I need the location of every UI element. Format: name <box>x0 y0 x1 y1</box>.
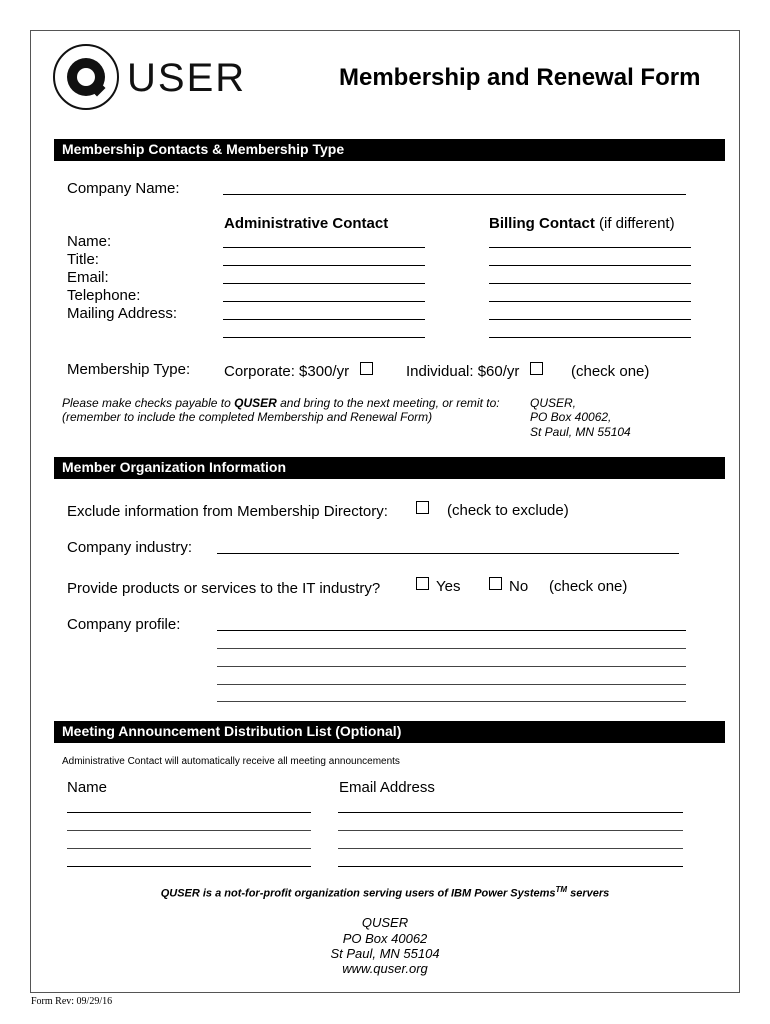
dist-name-field-2[interactable] <box>67 830 311 831</box>
section-heading: Membership Contacts & Membership Type <box>62 141 345 157</box>
no-label: No <box>509 578 529 595</box>
corporate-checkbox[interactable] <box>360 362 373 375</box>
page-title: Membership and Renewal Form <box>339 64 701 91</box>
footer-address-line1: QUSER <box>361 915 409 930</box>
profile-field-4[interactable] <box>217 684 686 685</box>
yes-label: Yes <box>436 578 461 595</box>
name-column-header: Name <box>67 779 108 796</box>
email-column-header: Email Address <box>339 779 435 796</box>
dist-name-field-4[interactable] <box>67 866 311 867</box>
dist-email-field-3[interactable] <box>338 848 683 849</box>
footer-address-line2: PO Box 40062 <box>342 931 428 946</box>
admin-email-field[interactable] <box>223 283 425 284</box>
exclude-checkbox[interactable] <box>416 501 429 514</box>
footer-website-link[interactable]: www.quser.org <box>342 961 428 976</box>
section-bar-contacts <box>54 139 725 161</box>
profile-field-2[interactable] <box>217 648 686 649</box>
profile-label: Company profile: <box>67 616 181 633</box>
telephone-label: Telephone: <box>67 287 141 304</box>
footer-address-line3: St Paul, MN 55104 <box>330 946 440 961</box>
individual-checkbox[interactable] <box>530 362 543 375</box>
billing-name-field[interactable] <box>489 247 691 248</box>
no-checkbox[interactable] <box>489 577 502 590</box>
dist-email-field-2[interactable] <box>338 830 683 831</box>
billing-email-field[interactable] <box>489 283 691 284</box>
admin-title-field[interactable] <box>223 265 425 266</box>
form-revision: Form Rev: 09/29/16 <box>31 996 113 1007</box>
billing-telephone-field[interactable] <box>489 301 691 302</box>
dist-email-field-4[interactable] <box>338 866 683 867</box>
exclude-note: (check to exclude) <box>447 502 569 519</box>
company-name-field[interactable] <box>223 194 686 195</box>
dist-name-field-1[interactable] <box>67 812 311 813</box>
yes-checkbox[interactable] <box>416 577 429 590</box>
admin-telephone-field[interactable] <box>223 301 425 302</box>
admin-address-field-2[interactable] <box>223 337 425 338</box>
billing-address-field[interactable] <box>489 319 691 320</box>
name-label: Name: <box>67 233 112 250</box>
industry-field[interactable] <box>217 553 679 554</box>
individual-option-label: Individual: $60/yr <box>406 363 520 380</box>
section-bar-distribution <box>54 721 725 743</box>
footer-tagline: QUSER is a not-for-profit organization serving users of IBM Power Systems™ servers <box>160 885 610 900</box>
payment-note: Please make checks payable to QUSER and bring to the next meeting, or remit to: <box>62 396 500 410</box>
company-name-label: Company Name: <box>67 180 180 197</box>
distribution-subnote: Administrative Contact will automatically receive all meeting announcements <box>62 756 400 767</box>
logo-text: USER <box>127 56 247 100</box>
admin-address-field[interactable] <box>223 319 425 320</box>
membership-type-label: Membership Type: <box>67 361 191 378</box>
title-label: Title: <box>67 251 99 268</box>
check-one-note: (check one) <box>571 363 650 380</box>
mailing-address-label: Mailing Address: <box>67 305 178 322</box>
logo-q-mark <box>67 58 105 96</box>
profile-field-1[interactable] <box>217 630 686 631</box>
admin-contact-heading: Administrative Contact <box>224 215 389 232</box>
remit-address-line3: St Paul, MN 55104 <box>530 425 631 439</box>
corporate-option-label: Corporate: $300/yr <box>224 363 350 380</box>
admin-name-field[interactable] <box>223 247 425 248</box>
billing-address-field-2[interactable] <box>489 337 691 338</box>
section-bar-organization <box>54 457 725 479</box>
section-heading: Meeting Announcement Distribution List (Optional) <box>62 723 402 739</box>
provide-label: Provide products or services to the IT industry? <box>67 580 381 597</box>
remit-address-line1: QUSER, <box>530 396 577 410</box>
remit-address-line2: PO Box 40062, <box>530 410 612 424</box>
dist-name-field-3[interactable] <box>67 848 311 849</box>
section-heading: Member Organization Information <box>62 459 287 475</box>
billing-contact-heading: Billing Contact (if different) <box>489 215 675 232</box>
payment-note-line2: (remember to include the completed Membership and Renewal Form) <box>62 410 433 424</box>
profile-field-3[interactable] <box>217 666 686 667</box>
dist-email-field-1[interactable] <box>338 812 683 813</box>
billing-title-field[interactable] <box>489 265 691 266</box>
profile-field-5[interactable] <box>217 701 686 702</box>
email-label: Email: <box>67 269 109 286</box>
check-one-note: (check one) <box>549 578 628 595</box>
industry-label: Company industry: <box>67 539 193 556</box>
exclude-label: Exclude information from Membership Directory: <box>67 503 388 520</box>
